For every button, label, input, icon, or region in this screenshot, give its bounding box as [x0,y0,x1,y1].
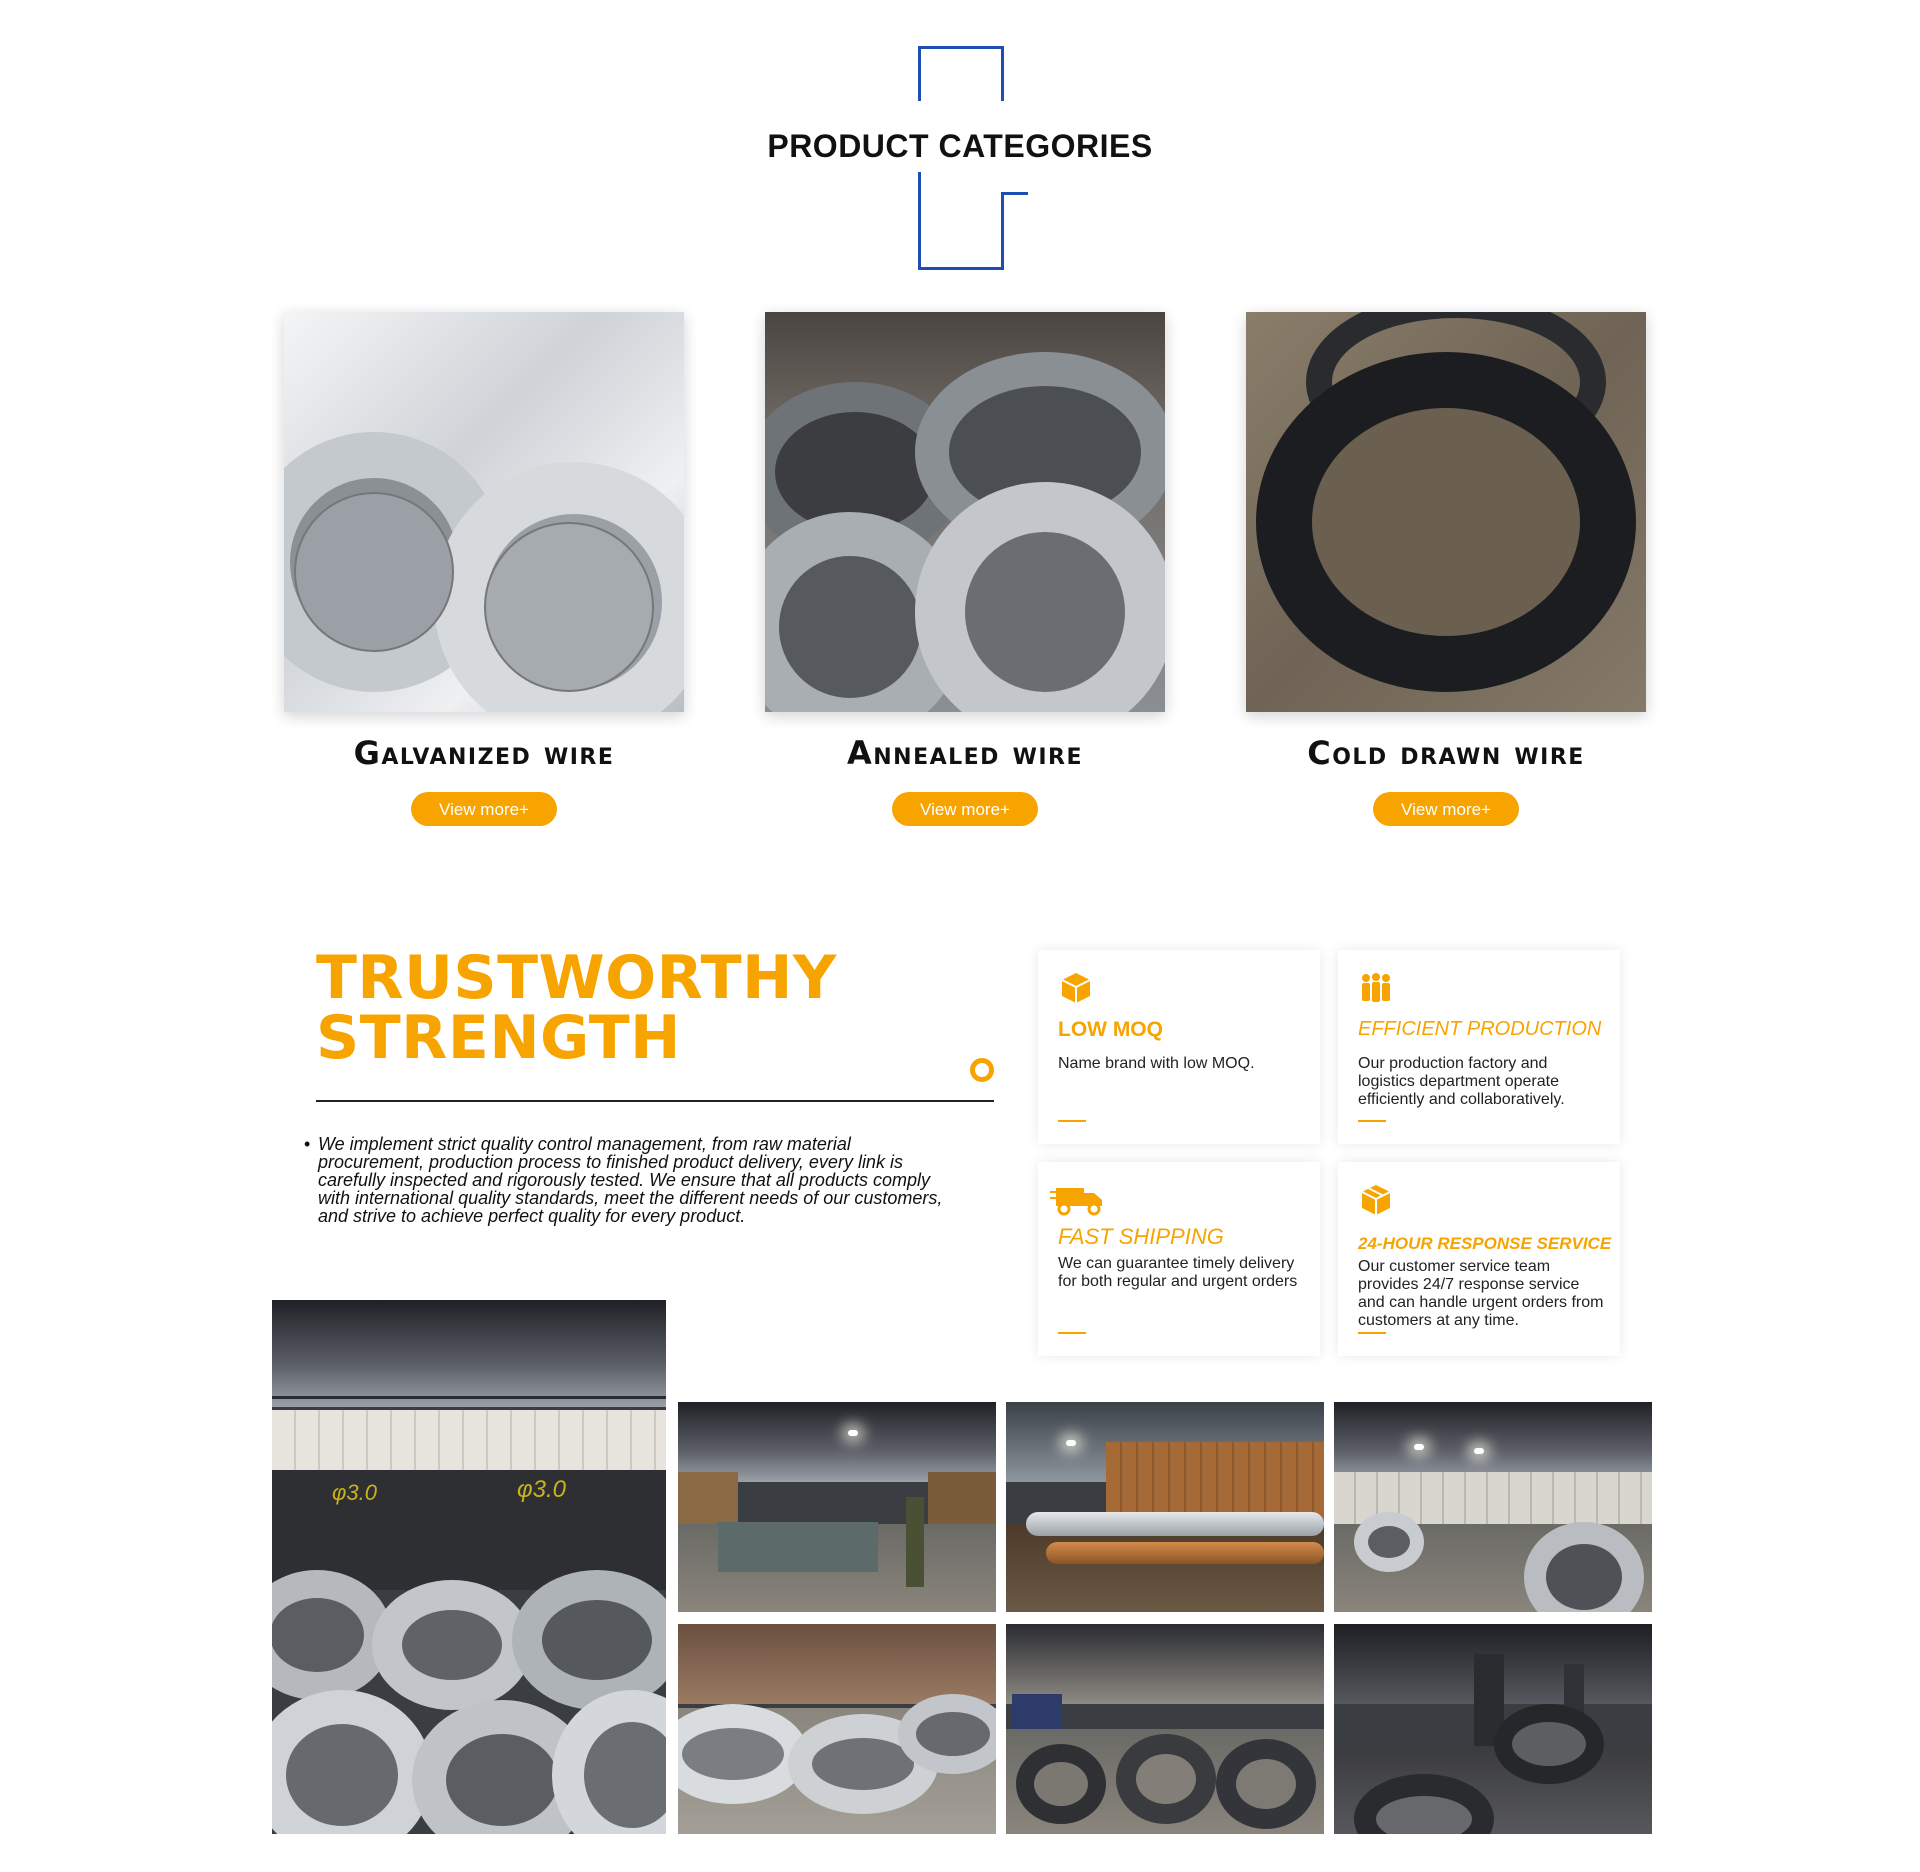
strength-title [316,943,837,1073]
truck-icon [1050,1182,1106,1218]
feature-card-fast-shipping [1038,1162,1320,1356]
feature-desc: Our customer service team provides 24/7 response service and can handle urgent orders from customers at any time. [1358,1258,1604,1329]
feature-desc: We can guarantee timely delivery for both regular and urgent orders [1058,1255,1298,1290]
feature-title: 24-HOUR RESPONSE SERVICE [1358,1234,1612,1253]
wall-mark: φ3.0 [332,1480,377,1505]
product-card-cold-drawn [1246,312,1646,826]
galvanized-wire-image[interactable] [284,312,684,712]
product-name: Annealed wire [846,734,1083,772]
cold-drawn-wire-image[interactable] [1246,312,1646,712]
title-bracket-bottom [918,172,1004,270]
package-icon [1358,1182,1394,1218]
strength-title-line1: TRUSTWORTHY [316,943,837,1013]
intro-paragraph [304,1135,944,1225]
team-icon [1358,970,1394,1006]
feature-card-24h-response [1338,1162,1620,1356]
factory-photo-1[interactable] [678,1402,996,1612]
feature-desc: Our production factory and logistics department operate efficiently and collaboratively. [1358,1055,1565,1108]
factory-photo-6[interactable] [1334,1624,1652,1834]
annealed-wire-image[interactable] [765,312,1165,712]
box-icon [1058,970,1094,1006]
factory-photo-4[interactable] [678,1624,996,1834]
view-more-button[interactable]: View more+ [411,792,557,826]
feature-desc: Name brand with low MOQ. [1058,1055,1255,1072]
section-title: PRODUCT CATEGORIES [767,128,1153,164]
factory-photo-5[interactable] [1006,1624,1324,1834]
view-more-button[interactable]: View more+ [892,792,1038,826]
feature-card-efficient-production [1338,950,1620,1144]
feature-title: EFFICIENT PRODUCTION [1358,1018,1602,1040]
factory-photo-3[interactable] [1334,1402,1652,1612]
wall-mark: φ3.0 [517,1476,567,1503]
intro-text: We implement strict quality control management, from raw material procurement, production process to finished product delivery, every link is carefully inspected and rigorously tested. We ensure that all products comply with international quality standards, meet the different needs of our customers, and strive to achieve perfect quality for every product. [318,1134,943,1226]
bullet-icon: • [304,1134,311,1154]
title-bracket-tick [1004,192,1028,195]
ring-dot-icon [970,1058,994,1082]
view-more-button[interactable]: View more+ [1373,792,1519,826]
feature-title: FAST SHIPPING [1058,1224,1224,1249]
strength-title-line2: STRENGTH [316,1003,681,1073]
divider [316,1100,994,1102]
product-name: Galvanized wire [353,734,615,772]
product-card-galvanized [284,312,684,826]
title-bracket-top [918,46,1004,101]
factory-photo-large[interactable] [272,1300,666,1834]
product-name: Cold drawn wire [1307,734,1585,772]
feature-card-low-moq [1038,950,1320,1144]
feature-title: LOW MOQ [1058,1018,1163,1041]
factory-photo-2[interactable] [1006,1402,1324,1612]
product-card-annealed [765,312,1165,826]
